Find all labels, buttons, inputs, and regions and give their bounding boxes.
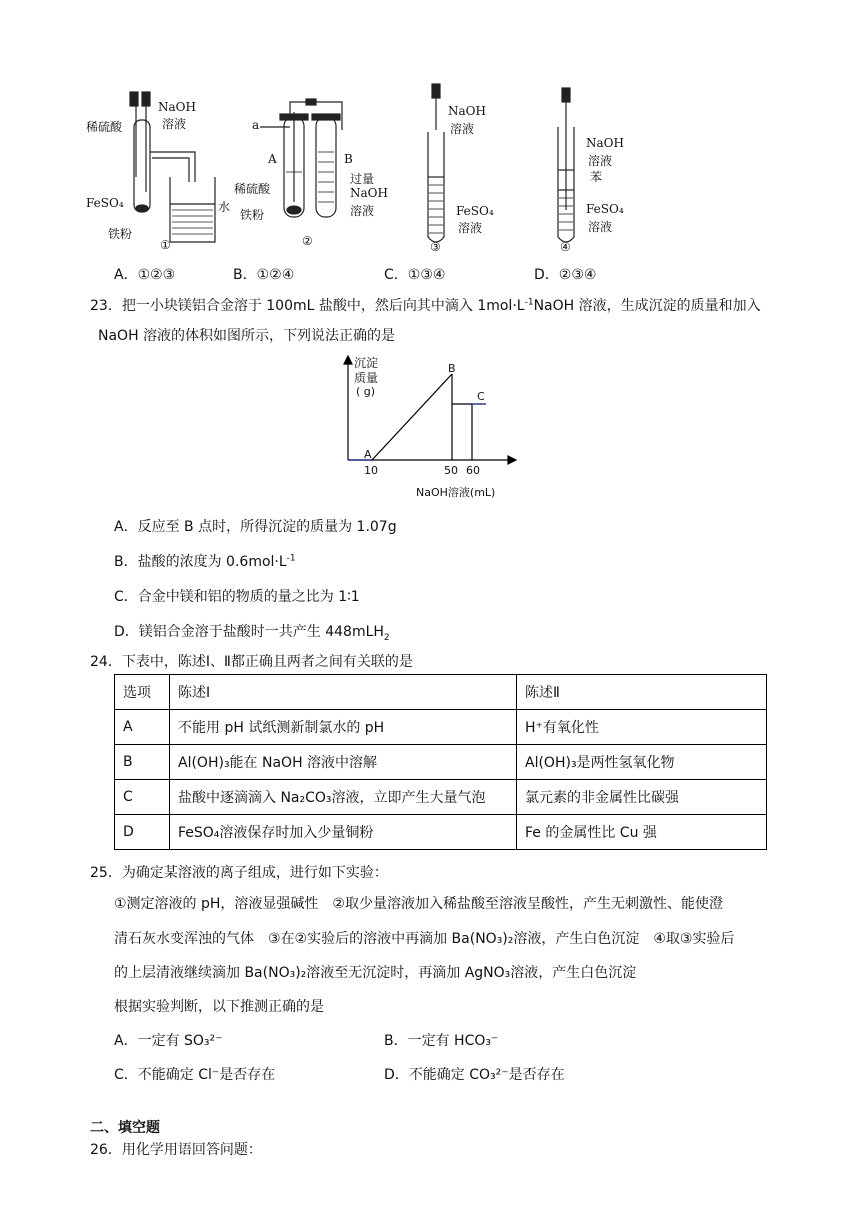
table-cell: D <box>115 815 170 850</box>
label-A-2: A <box>268 152 277 166</box>
label-fe-1: 铁粉 <box>108 227 133 241</box>
q22-option-b: B．①②④ <box>233 267 295 283</box>
table-row <box>115 710 767 745</box>
table-cell: 氯元素的非金属性比碳强 <box>517 780 767 815</box>
label-acid-1: 稀硫酸 <box>86 120 123 134</box>
chart-xtick-10: 10 <box>364 464 378 477</box>
rise-segment <box>372 374 452 460</box>
table-cell: Fe 的金属性比 Cu 强 <box>517 815 767 850</box>
q23-option-b: B．盐酸的浓度为 $0.6mol\cdot L^{-1}$ <box>114 553 296 570</box>
chart-point-b: B <box>448 362 456 375</box>
chart-point-c: C <box>477 390 485 403</box>
label-naoh-2: NaOH <box>350 186 388 200</box>
q23-chart <box>320 352 530 502</box>
q25-option-c: C．不能确定 Cl⁻是否存在 <box>114 1067 276 1083</box>
label-sol-3: 溶液 <box>450 122 475 136</box>
label-sol-2: 溶液 <box>350 204 375 218</box>
label-num-3: ③ <box>430 240 441 254</box>
q22-option-a: A．①②③ <box>114 267 176 283</box>
q25-option-b: B．一定有 HCO₃⁻ <box>384 1033 499 1049</box>
table-cell: 不能用 pH 试纸测新制氯水的 pH <box>170 710 517 745</box>
table-row <box>115 815 767 850</box>
label-B-2: B <box>344 152 353 166</box>
table-row <box>115 745 767 780</box>
q23-option-d: D．镁铝合金溶于盐酸时一共产生 448mLH$_2$ <box>114 624 390 643</box>
label-feso4-3: FeSO₄ <box>456 204 494 218</box>
q25-line2: 清石灰水变浑浊的气体 ③在②实验后的溶液中再滴加 Ba(NO₃)₂溶液，产生白色沉淀 ④取③实验后 <box>114 931 735 947</box>
chart-ylabel-1: 沉淀 <box>354 356 379 370</box>
x-axis-arrow <box>508 456 516 464</box>
label-benzene-4: 苯 <box>590 170 603 184</box>
table-cell: Al(OH)₃是两性氢氧化物 <box>517 745 767 780</box>
header-cell: 选项 <box>115 675 170 710</box>
label-excess-2: 过量 <box>350 172 375 186</box>
y-axis-arrow <box>344 356 352 364</box>
header-cell: 陈述Ⅱ <box>517 675 767 710</box>
chart-ylabel-2: 质量 <box>354 371 379 385</box>
table-cell: B <box>115 745 170 780</box>
q25-line1: ①测定溶液的 pH，溶液显强碱性 ②取少量溶液加入稀盐酸至溶液呈酸性，产生无刺激性、能使澄 <box>114 896 723 912</box>
q23-option-c: C．合金中镁和铝的物质的量之比为 1∶1 <box>114 589 360 605</box>
label-num-1: ① <box>160 238 171 252</box>
table-cell: Al(OH)₃能在 NaOH 溶液中溶解 <box>170 745 517 780</box>
label-fe-2: 铁粉 <box>240 208 265 222</box>
table-header-row <box>115 675 767 710</box>
q24-table <box>114 674 767 850</box>
chart-point-a: A <box>364 448 372 461</box>
label-num-2: ② <box>302 234 313 248</box>
label-a-2: a <box>252 118 260 132</box>
q22-option-c: C．①③④ <box>384 267 446 283</box>
table-cell: C <box>115 780 170 815</box>
label-acid-2: 稀硫酸 <box>234 182 271 196</box>
section-title: 二、填空题 <box>90 1120 160 1136</box>
q25-stem: 25．为确定某溶液的离子组成，进行如下实验： <box>90 865 388 881</box>
table-row <box>115 780 767 815</box>
q25-line4: 根据实验判断，以下推测正确的是 <box>114 999 324 1015</box>
table-cell: 盐酸中逐滴滴入 Na₂CO₃溶液，立即产生大量气泡 <box>170 780 517 815</box>
q23-stem-line2: NaOH 溶液的体积如图所示，下列说法正确的是 <box>98 328 396 344</box>
q22-option-d: D．②③④ <box>534 267 597 283</box>
label-naoh-4: NaOH <box>586 136 624 150</box>
label-sol2-3: 溶液 <box>458 221 483 235</box>
table-cell: H⁺有氧化性 <box>517 710 767 745</box>
header-cell: 陈述Ⅰ <box>170 675 517 710</box>
chart-xtick-50: 50 <box>444 464 458 477</box>
q25-option-d: D．不能确定 CO₃²⁻是否存在 <box>384 1067 565 1083</box>
label-feso4-1: FeSO₄ <box>86 196 124 210</box>
q23-stem-line1: 23．把一小块镁铝合金溶于 100mL 盐酸中，然后向其中滴入 $1mol\cdot L^{-1}NaOH$ 溶液，生成沉淀的质量和加入 <box>90 297 761 314</box>
q24-stem: 24．下表中，陈述Ⅰ、Ⅱ都正确且两者之间有关联的是 <box>90 654 413 670</box>
label-num-4: ④ <box>560 240 571 254</box>
table-cell: FeSO₄溶液保存时加入少量铜粉 <box>170 815 517 850</box>
q23-option-a: A．反应至 B 点时，所得沉淀的质量为 1.07g <box>114 519 397 535</box>
chart-yunit: ( g) <box>356 385 376 398</box>
label-sol2-4: 溶液 <box>588 220 613 234</box>
q25-line3: 的上层清液继续滴加 Ba(NO₃)₂溶液至无沉淀时，再滴加 AgNO₃溶液，产生白色沉淀 <box>114 965 637 981</box>
label-feso4-4: FeSO₄ <box>586 202 624 216</box>
label-naoh-3: NaOH <box>448 104 486 118</box>
q25-option-a: A．一定有 SO₃²⁻ <box>114 1033 223 1049</box>
label-naoh-1: NaOH <box>158 100 196 114</box>
table-cell: A <box>115 710 170 745</box>
label-naoh-sol-1: 溶液 <box>162 117 187 131</box>
label-sol-4: 溶液 <box>588 154 613 168</box>
q26-stem: 26．用化学用语回答问题： <box>90 1142 262 1158</box>
label-water-1: 水 <box>218 200 231 214</box>
chart-xtick-60: 60 <box>466 464 480 477</box>
chart-xlabel: NaOH溶液(mL) <box>416 486 496 499</box>
